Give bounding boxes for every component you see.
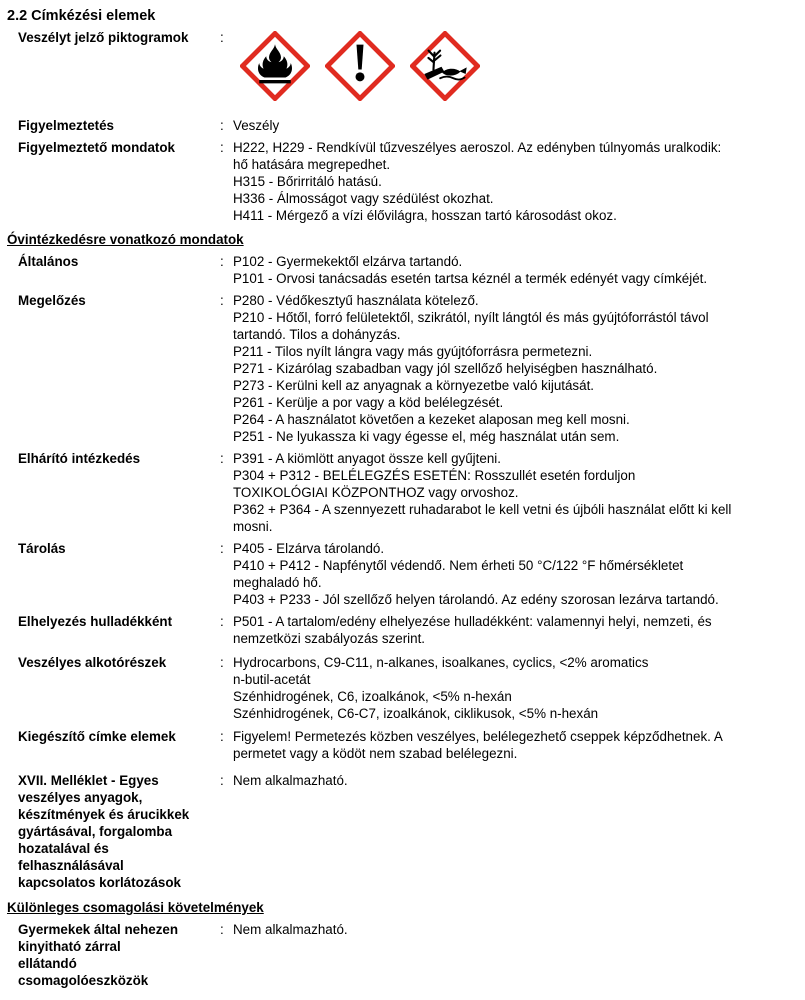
row-colon: : [220,729,224,744]
row-label [18,540,220,557]
flame-pictogram-icon [240,31,310,101]
row-value-line: P264 - A használatot követően a kezeket alaposan meg kell mosni. [233,412,630,427]
row-value-line: P211 - Tilos nyílt lángra vagy más gyújtóforrásra permetezni. [233,344,593,359]
row-colon: : [220,293,224,308]
row-value-line: tartandó. Tilos a dohányzás. [233,327,401,342]
environment-pictogram-icon [410,31,480,101]
row-label [18,139,220,156]
row-value-line: hő hatására megrepedhet. [233,157,391,172]
row-label [18,921,220,989]
row-label-line: Figyelmeztető mondatok [18,140,175,155]
storage-row [18,540,797,608]
row-colon: : [220,451,224,466]
row-label-line: Elhelyezés hulladékként [18,614,173,629]
row-label-line: Figyelmeztetés [18,118,115,133]
row-colon: : [220,922,224,937]
hazard-pictograms-row [18,29,797,101]
row-value [233,613,797,647]
row-value-line: meghaladó hő. [233,575,322,590]
row-value-line: P102 - Gyermekektől elzárva tartandó. [233,254,463,269]
row-value [233,450,797,535]
row-value-line: Figyelem! Permetezés közben veszélyes, belélegezhető cseppek képződhetnek. A [233,729,723,744]
row-label [18,253,220,270]
row-value [233,139,797,224]
exclamation-mark-pictogram-icon [325,31,395,101]
special-packaging-row [18,921,797,989]
row-label-line: Tárolás [18,541,66,556]
row-label [18,654,220,671]
row-value-line: permetet vagy a ködöt nem szabad belélegezni. [233,746,518,761]
row-label-line: felhasználásával [18,858,124,873]
row-label-line: Elhárító intézkedés [18,451,141,466]
row-value [233,654,797,722]
row-label-line: kinyitható zárral [18,939,121,954]
row-label-line: hozatalával és [18,841,109,856]
hazardous-ingredients-row [18,654,797,722]
row-label-line: Megelőzés [18,293,86,308]
row-value-line: Veszély [233,118,280,133]
row-label: Veszélyt jelző piktogramok [18,30,189,45]
row-value-line: H222, H229 - Rendkívül tűzveszélyes aeroszol. Az edényben túlnyomás uralkodik: [233,140,722,155]
row-label-line: Veszélyes alkotórészek [18,655,167,670]
row-value-line: Hydrocarbons, C9-C11, n-alkanes, isoalkanes, cyclics, <2% aromatics [233,655,649,670]
row-value-line: P405 - Elzárva tárolandó. [233,541,385,556]
row-label-line: Gyermekek által nehezen [18,922,179,937]
row-value-line: mosni. [233,519,273,534]
row-value-line: P501 - A tartalom/edény elhelyezése hulladékként: valamennyi helyi, nemzeti, és [233,614,712,629]
statement-blocks [7,117,797,989]
row-value-line: P251 - Ne lyukassza ki vagy égesse el, még használat után sem. [233,429,620,444]
row-value-line: P101 - Orvosi tanácsadás esetén tartsa kéznél a termék edényét vagy címkéjét. [233,271,708,286]
row-value-line: Nem alkalmazható. [233,922,348,937]
row-label-line: kapcsolatos korlátozások [18,875,181,890]
row-value-line: P362 + P364 - A szennyezett ruhadarabot le kell vetni és újbóli használat előtt ki kell [233,502,732,517]
general-row [18,253,797,287]
pictogram-group [233,29,797,101]
row-value-line: P304 + P312 - BELÉLEGZÉS ESETÉN: Rosszullét esetén forduljon [233,468,636,483]
row-value-line: Szénhidrogének, C6, izoalkánok, <5% n-hexán [233,689,512,704]
row-colon: : [220,655,224,670]
row-value-line: P410 + P412 - Napfénytől védendő. Nem érheti 50 °C/122 °F hőmérsékletet [233,558,684,573]
row-label-line: XVII. Melléklet - Egyes [18,773,159,788]
row-value [233,728,797,762]
row-value-line: P280 - Védőkesztyű használata kötelező. [233,293,479,308]
row-label [18,117,220,134]
row-value-line: Szénhidrogének, C6-C7, izoalkánok, ciklikusok, <5% n-hexán [233,706,599,721]
row-colon: : [220,541,224,556]
row-value-line: nemzetközi szabályozás szerint. [233,631,426,646]
row-label [18,772,220,891]
row-value-line: P261 - Kerülje a por vagy a köd belélegzését. [233,395,504,410]
row-label [18,292,220,309]
disposal-row [18,613,797,647]
annex-xvii-row [18,772,797,891]
row-colon: : [220,773,224,788]
row-value [233,540,797,608]
row-label-line: Általános [18,254,79,269]
row-colon: : [220,118,224,133]
row-label-line: veszélyes anyagok, [18,790,143,805]
response-row [18,450,797,535]
row-value-line: P403 + P233 - Jól szellőző helyen tárolandó. Az edény szorosan lezárva tartandó. [233,592,719,607]
row-value-line: P273 - Kerülni kell az anyagnak a környezetbe való kijutását. [233,378,595,393]
special-packaging-subheading: Különleges csomagolási követelmények [7,900,264,915]
row-value-line: P210 - Hőtől, forró felületektől, szikrától, nyílt lángtól és más gyújtóforrástól távol [233,310,709,325]
row-value-line: H336 - Álmosságot vagy szédülést okozhat. [233,191,494,206]
row-value-line: n-butil-acetát [233,672,311,687]
prevention-row [18,292,797,445]
row-value-line: H411 - Mérgező a vízi élővilágra, hosszan tartó károsodást okoz. [233,208,617,223]
row-label-line: csomagolóeszközök [18,973,149,988]
precautionary-subheading: Óvintézkedésre vonatkozó mondatok [7,232,244,247]
row-value [233,253,797,287]
row-label-line: készítmények és árucikkek [18,807,190,822]
row-value [233,772,797,789]
row-value-line: Nem alkalmazható. [233,773,348,788]
row-value-line: TOXIKOLÓGIAI KÖZPONTHOZ vagy orvoshoz. [233,485,519,500]
row-label [18,450,220,467]
row-value [233,921,797,938]
warning-word-row [18,117,797,134]
row-colon: : [220,140,224,155]
row-label-line: Kiegészítő címke elemek [18,729,176,744]
row-value [233,292,797,445]
section-heading: 2.2 Címkézési elemek [7,8,156,24]
row-value-line: P391 - A kiömlött anyagot össze kell gyűjteni. [233,451,501,466]
row-value-line: H315 - Bőrirritáló hatású. [233,174,382,189]
row-value-line: P271 - Kizárólag szabadban vagy jól szellőző helyiségben használható. [233,361,658,376]
row-label [18,728,220,745]
supplemental-label-row [18,728,797,762]
row-colon: : [220,254,224,269]
row-label [18,613,220,630]
row-label-line: ellátandó [18,956,77,971]
row-colon: : [220,30,224,45]
row-label-line: gyártásával, forgalomba [18,824,173,839]
row-colon: : [220,614,224,629]
row-value [233,117,797,134]
hazard-statements-row [18,139,797,224]
